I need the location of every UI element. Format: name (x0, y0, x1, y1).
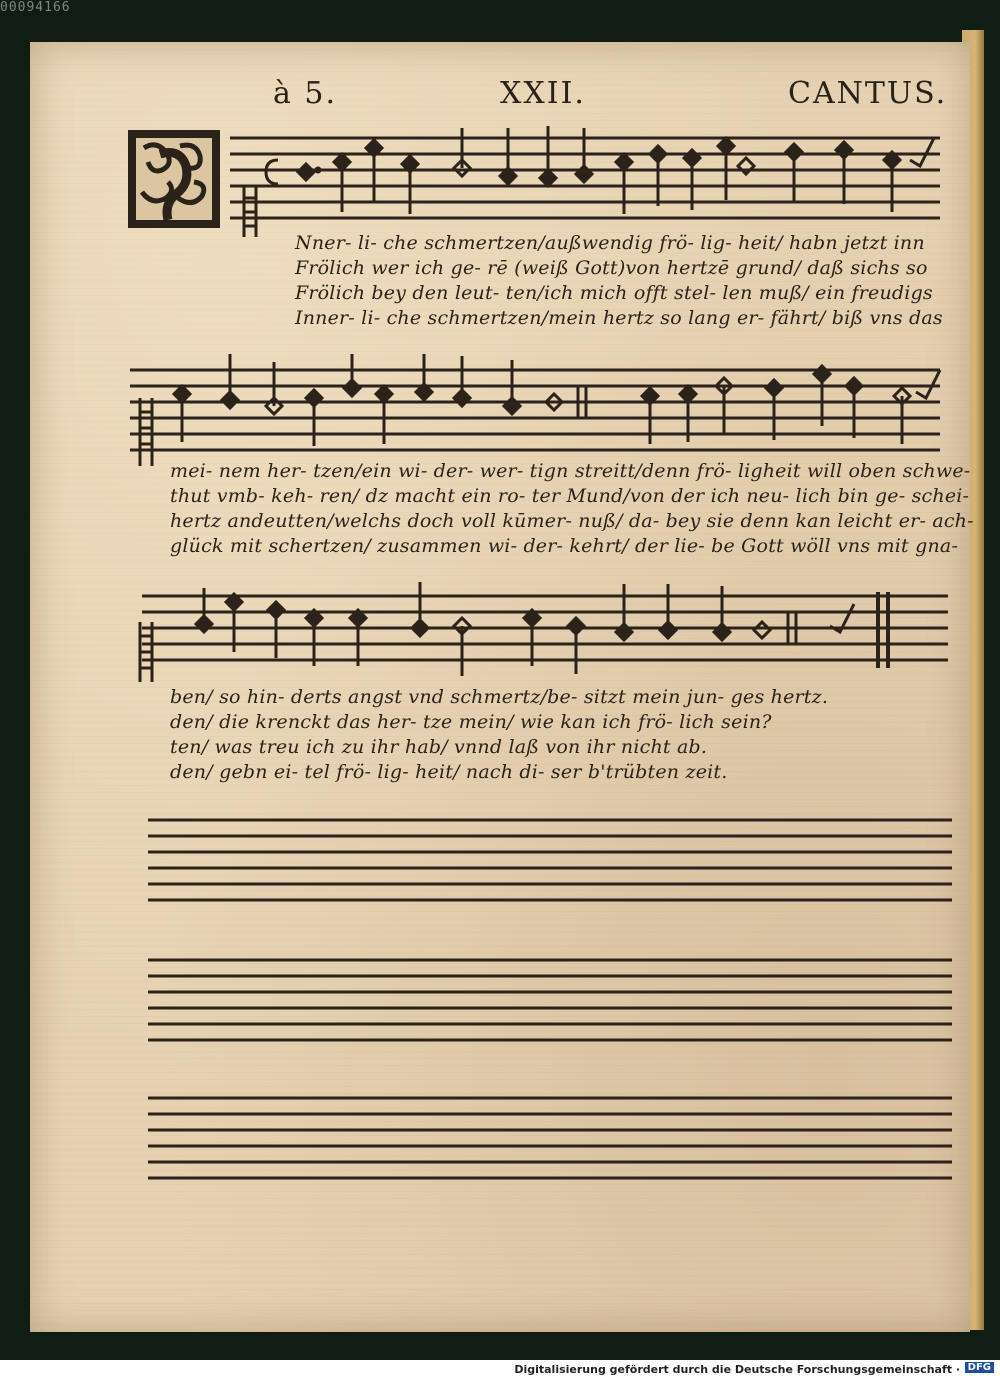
decorated-initial (128, 130, 220, 228)
lyric-line: thut vmb- keh- ren/ dz macht ein ro- ter Mund/von der ich neu- lich bin ge- schei- (170, 485, 970, 507)
lyric-line: Frölich bey den leut- ten/ich mich offt stel- len muß/ ein freudigs (295, 282, 933, 304)
piece-number: XXII. (500, 76, 586, 111)
lyric-line: mei- nem her- tzen/ein wi- der- wer- tign streitt/denn frö- ligheit will oben schwe- (170, 460, 971, 482)
clef-3 (140, 622, 152, 682)
archive-id: 00094166 (0, 0, 71, 15)
empty-staff-2 (148, 960, 952, 1040)
dfg-logo: DFG (965, 1362, 994, 1373)
lyric-line: glück mit schertzen/ zusammen wi- der- kehrt/ der lie- be Gott wöll vns mit gna- (170, 535, 959, 557)
page (30, 42, 974, 1332)
footer-bar (0, 1360, 1000, 1380)
voice-count: à 5. (273, 76, 338, 111)
lyric-line: Inner- li- che schmertzen/mein hertz so lang er- fährt/ biß vns das (295, 307, 943, 329)
empty-staff-1 (148, 820, 952, 900)
lyric-line: Frölich wer ich ge- rē (weiß Gott)von hertzē grund/ daß sichs so (295, 257, 928, 279)
empty-staff-3 (148, 1098, 952, 1178)
lyric-line: Nner- li- che schmertzen/außwendig frö- lig- heit/ habn jetzt inn (295, 232, 925, 254)
lyric-line: ten/ was treu ich zu ihr hab/ vnnd laß von ihr nicht ab. (170, 736, 708, 758)
lyric-line: ben/ so hin- derts angst vnd schmertz/be- sitzt mein jun- ges hertz. (170, 686, 829, 708)
staff-system-3 (142, 596, 948, 660)
clef-2 (140, 398, 152, 466)
voice-part: CANTUS. (788, 76, 948, 111)
lyric-line: hertz andeutten/welchs doch voll kūmer- nuß/ da- bey sie denn kan leicht er- ach- (170, 510, 974, 532)
staff-system-2 (130, 370, 940, 450)
funding-notice: Digitalisierung gefördert durch die Deutsche Forschungsgemeinschaft · (514, 1363, 960, 1376)
notes-system-2 (174, 354, 940, 446)
lyric-line: den/ die krenckt das her- tze mein/ wie kan ich frö- lich sein? (170, 711, 772, 733)
lyric-line: den/ gebn ei- tel frö- lig- heit/ nach di- ser b'trübten zeit. (170, 761, 728, 783)
clef-1 (244, 160, 278, 237)
